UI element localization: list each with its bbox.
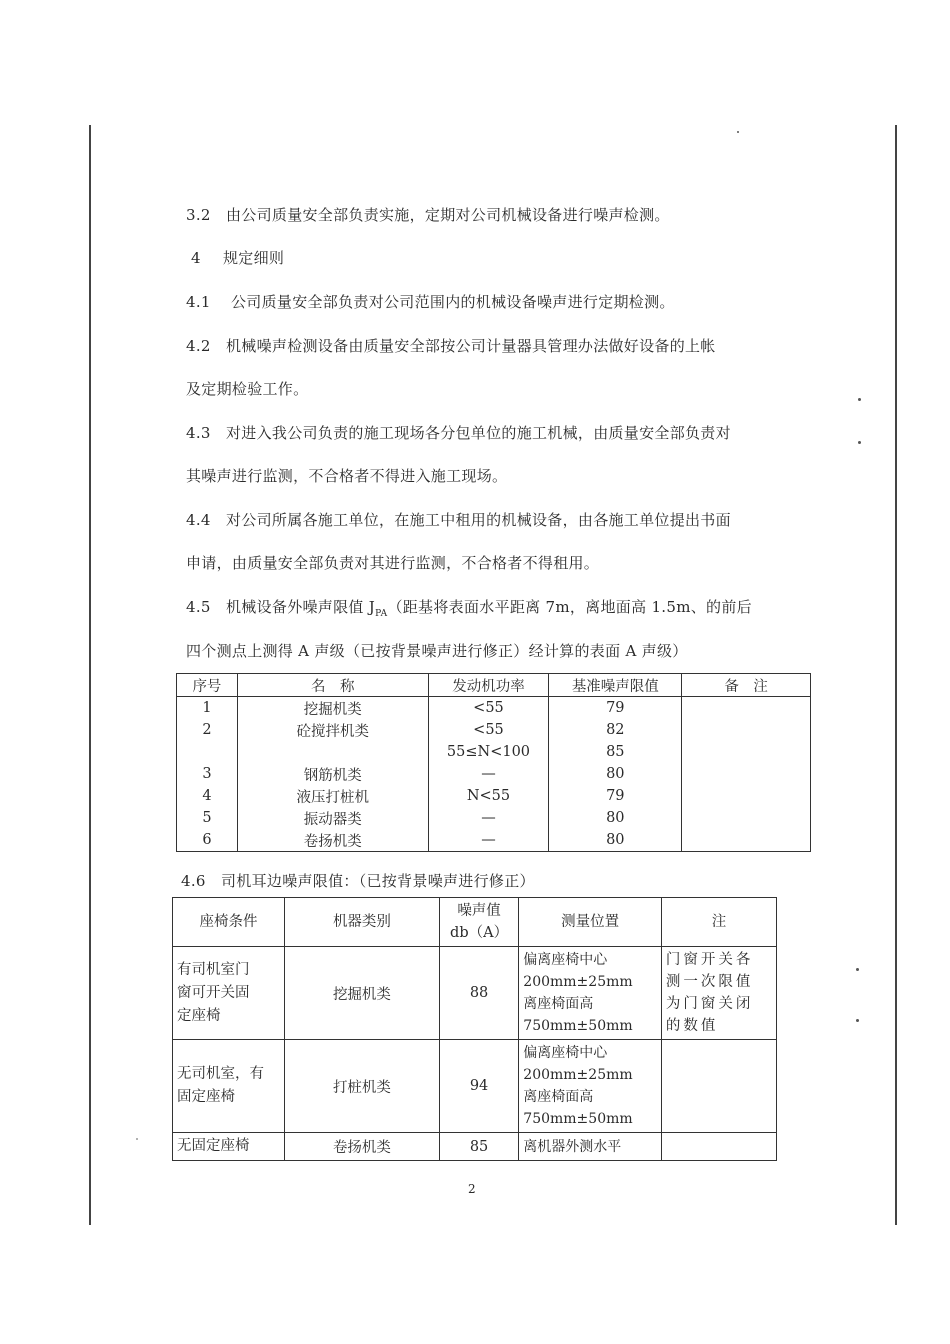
- paragraph-4-6: 4.6 司机耳边噪声限值：（已按背景噪声进行修正）: [181, 872, 535, 890]
- paragraph-4-5: 4.5 机械设备外噪声限值 $J_{PA}$（距基将表面水平距离 7m，离地面高 1.5m、的前后: [186, 598, 752, 619]
- table-row: [173, 947, 777, 1040]
- table-row: [173, 1133, 777, 1161]
- cell-index: 4: [177, 785, 238, 807]
- cell-noise-limit: 80: [549, 763, 682, 785]
- table-row: [177, 829, 811, 852]
- header-measure-position: 测量位置: [519, 898, 662, 947]
- cell-measure-position: 离机器外测水平: [519, 1133, 662, 1161]
- cell-name: 砼搅拌机类: [237, 719, 428, 741]
- cell-engine-power: N<55: [428, 785, 549, 807]
- cell-remarks: [682, 697, 811, 720]
- cell-engine-power: <55: [428, 697, 549, 720]
- cell-machine-type: 挖掘机类: [285, 947, 440, 1040]
- header-machine-type: 机器类别: [285, 898, 440, 947]
- table-row: [173, 1040, 777, 1133]
- cell-seat-condition: 无固定座椅: [173, 1133, 285, 1161]
- cell-seat-condition: 无司机室，有 固定座椅: [173, 1040, 285, 1133]
- cell-index: [177, 741, 238, 763]
- cell-note: 门窗开关各 测一次限值 为门窗关闭 的数值: [661, 947, 776, 1040]
- cell-index: 2: [177, 719, 238, 741]
- cell-name: 液压打桩机: [237, 785, 428, 807]
- cell-index: 3: [177, 763, 238, 785]
- paragraph-4-4: 4.4 对公司所属各施工单位，在施工中租用的机械设备，由各施工单位提出书面: [186, 511, 731, 529]
- header-seat-condition: 座椅条件: [173, 898, 285, 947]
- paragraph-4-2-cont: 及定期检验工作。: [186, 380, 309, 398]
- cell-remarks: [682, 763, 811, 785]
- cell-index: 1: [177, 697, 238, 720]
- cell-noise-limit: 85: [549, 741, 682, 763]
- table-header-row: [177, 674, 811, 697]
- table-header-row: [173, 898, 777, 947]
- cell-name: 挖掘机类: [237, 697, 428, 720]
- cell-seat-condition: 有司机室门 窗可开关固 定座椅: [173, 947, 285, 1040]
- paragraph-4-3-cont: 其噪声进行监测，不合格者不得进入施工现场。: [186, 467, 508, 485]
- cell-remarks: [682, 807, 811, 829]
- driver-ear-noise-table: [172, 897, 777, 1161]
- cell-note: [661, 1040, 776, 1133]
- page-number: 2: [468, 1182, 476, 1196]
- cell-name: [237, 741, 428, 763]
- header-remarks: 备 注: [682, 674, 811, 697]
- cell-engine-power: <55: [428, 719, 549, 741]
- header-index: 序号: [177, 674, 238, 697]
- cell-noise-limit: 79: [549, 697, 682, 720]
- cell-noise-limit: 80: [549, 807, 682, 829]
- cell-engine-power: —: [428, 829, 549, 852]
- right-margin-line: [895, 125, 897, 1225]
- cell-engine-power: —: [428, 807, 549, 829]
- section-4-heading: 4 规定细则: [191, 249, 285, 267]
- cell-machine-type: 打桩机类: [285, 1040, 440, 1133]
- cell-noise-limit: 79: [549, 785, 682, 807]
- cell-name: 振动器类: [237, 807, 428, 829]
- table-row: [177, 807, 811, 829]
- paragraph-4-5-cont: 四个测点上测得 A 声级（已按背景噪声进行修正）经计算的表面 A 声级）: [186, 642, 688, 660]
- table-row: [177, 719, 811, 741]
- cell-measure-position: 偏离座椅中心 200mm±25mm 离座椅面高 750mm±50mm: [519, 1040, 662, 1133]
- table-row: [177, 741, 811, 763]
- paragraph-3-2: 3.2 由公司质量安全部负责实施，定期对公司机械设备进行噪声检测。: [186, 206, 670, 224]
- header-noise-value: 噪声值 db（A）: [439, 898, 518, 947]
- cell-name: 钢筋机类: [237, 763, 428, 785]
- cell-remarks: [682, 785, 811, 807]
- paragraph-4-1: 4.1 公司质量安全部负责对公司范围内的机械设备噪声进行定期检测。: [186, 293, 675, 311]
- table-row: [177, 697, 811, 720]
- cell-index: 5: [177, 807, 238, 829]
- header-engine-power: 发动机功率: [428, 674, 549, 697]
- cell-index: 6: [177, 829, 238, 852]
- paragraph-4-3: 4.3 对进入我公司负责的施工现场各分包单位的施工机械，由质量安全部负责对: [186, 424, 731, 442]
- cell-noise-value: 88: [439, 947, 518, 1040]
- cell-measure-position: 偏离座椅中心 200mm±25mm 离座椅面高 750mm±50mm: [519, 947, 662, 1040]
- cell-noise-limit: 80: [549, 829, 682, 852]
- cell-machine-type: 卷扬机类: [285, 1133, 440, 1161]
- table-row: [177, 785, 811, 807]
- cell-remarks: [682, 829, 811, 852]
- cell-remarks: [682, 741, 811, 763]
- header-noise-limit: 基准噪声限值: [549, 674, 682, 697]
- header-name: 名 称: [237, 674, 428, 697]
- noise-limit-table: [176, 673, 811, 852]
- cell-noise-value: 85: [439, 1133, 518, 1161]
- paragraph-4-2: 4.2 机械噪声检测设备由质量安全部按公司计量器具管理办法做好设备的上帐: [186, 337, 716, 355]
- paragraph-4-4-cont: 申请，由质量安全部负责对其进行监测，不合格者不得租用。: [186, 554, 600, 572]
- table-row: [177, 763, 811, 785]
- cell-noise-value: 94: [439, 1040, 518, 1133]
- cell-remarks: [682, 719, 811, 741]
- cell-name: 卷扬机类: [237, 829, 428, 852]
- cell-engine-power: 55≤N<100: [428, 741, 549, 763]
- cell-note: [661, 1133, 776, 1161]
- left-margin-line: [89, 125, 91, 1225]
- cell-engine-power: —: [428, 763, 549, 785]
- cell-noise-limit: 82: [549, 719, 682, 741]
- header-note: 注: [661, 898, 776, 947]
